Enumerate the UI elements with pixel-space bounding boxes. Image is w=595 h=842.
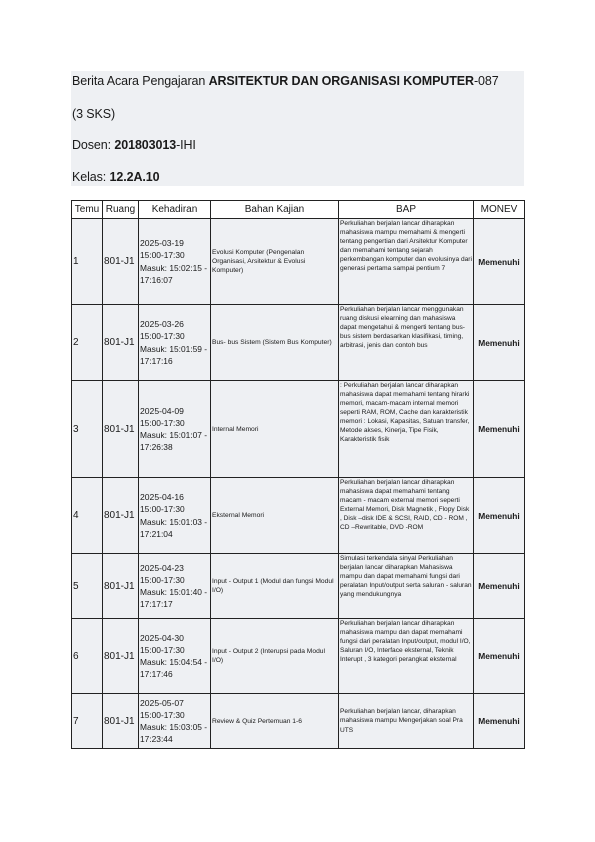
- column-header-bahan-kajian: Bahan Kajian: [211, 201, 339, 219]
- document-header: [71, 71, 524, 186]
- cell-bap: : Perkuliahan berjalan lancar diharapkan mahasiswa dapat memahami tentang hirarki memori, macam-macam internal memori seperti RAM, ROM, Cache dan karakteristik memori : Lokasi, Kapasitas, Satuan transfer, Metode akses, Kinerja, Tipe Fisik, Karakteristik fisik: [339, 381, 474, 478]
- cell-temu: 3: [72, 381, 103, 478]
- cell-jam: 15:00-17:30: [140, 331, 185, 342]
- cell-masuk: Masuk: 15:01:07 - 17:26:38: [140, 430, 208, 453]
- cell-masuk: Masuk: 15:04:54 - 17:17:46: [140, 657, 208, 680]
- cell-ruang: 801-J1: [103, 219, 139, 305]
- cell-tanggal: 2025-04-16: [140, 492, 184, 503]
- course-sks: (3 SKS): [72, 107, 116, 121]
- cell-tanggal: 2025-04-30: [140, 632, 184, 643]
- cell-monev: Memenuhi: [474, 381, 525, 478]
- dosen-suffix: -IHI: [176, 138, 196, 152]
- cell-ruang: 801-J1: [103, 305, 139, 381]
- cell-kehadiran: [139, 219, 211, 305]
- cell-kehadiran: [139, 381, 211, 478]
- cell-temu: 2: [72, 305, 103, 381]
- table-row: [72, 219, 525, 305]
- cell-monev: Memenuhi: [474, 619, 525, 694]
- kelas-line: [72, 170, 159, 184]
- cell-bahan-kajian: Review & Quiz Pertemuan 1-6: [211, 694, 339, 749]
- table-row: [72, 619, 525, 694]
- cell-ruang: 801-J1: [103, 619, 139, 694]
- cell-jam: 15:00-17:30: [140, 417, 185, 428]
- cell-bap: Perkuliahan berjalan lancar menggunakan ruang diskusi elearning dan mahasiswa dapat mengetahui & mengerti tentang bus-bus sistem berdasarkan klasifikasi, timing, arbitrasi, jenis dan contoh bus: [339, 305, 474, 381]
- cell-temu: 7: [72, 694, 103, 749]
- cell-bap: Perkuliahan berjalan lancar, diharapkan mahasiswa mampu Mengerjakan soal Pra UTS: [339, 694, 474, 749]
- cell-jam: 15:00-17:30: [140, 574, 185, 585]
- column-header-temu: Temu: [72, 201, 103, 219]
- cell-ruang: 801-J1: [103, 554, 139, 619]
- cell-bap: Perkuliahan berjalan lancar diharapkan mahasiswa mampu memahami & mengerti tentang pengertian dari Arsitektur Komputer dan memahami tentang sejarah perkembangan komputer dan evolusinya dari generasi pertama sampai pentium 7: [339, 219, 474, 305]
- course-code: -087: [473, 74, 499, 88]
- cell-tanggal: 2025-04-09: [140, 405, 184, 416]
- cell-temu: 6: [72, 619, 103, 694]
- kelas-value: 12.2A.10: [109, 170, 160, 184]
- cell-tanggal: 2025-03-19: [140, 238, 184, 249]
- cell-tanggal: 2025-03-26: [140, 319, 184, 330]
- column-header-ruang: Ruang: [103, 201, 139, 219]
- document-title: [72, 74, 499, 88]
- dosen-label: Dosen:: [72, 138, 115, 152]
- cell-bahan-kajian: Input - Output 2 (Interupsi pada Modul I/O): [211, 619, 339, 694]
- cell-temu: 5: [72, 554, 103, 619]
- table-row: [72, 381, 525, 478]
- cell-masuk: Masuk: 15:03:05 - 17:23:44: [140, 722, 208, 745]
- cell-ruang: 801-J1: [103, 381, 139, 478]
- cell-ruang: 801-J1: [103, 694, 139, 749]
- cell-jam: 15:00-17:30: [140, 709, 185, 720]
- cell-masuk: Masuk: 15:02:15 - 17:16:07: [140, 262, 208, 285]
- column-header-monev: MONEV: [474, 201, 525, 219]
- cell-monev: Memenuhi: [474, 305, 525, 381]
- cell-jam: 15:00-17:30: [140, 644, 185, 655]
- cell-kehadiran: [139, 305, 211, 381]
- cell-monev: Memenuhi: [474, 554, 525, 619]
- cell-kehadiran: [139, 694, 211, 749]
- dosen-code: 201803013: [114, 138, 177, 152]
- column-header-kehadiran: Kehadiran: [139, 201, 211, 219]
- cell-kehadiran: [139, 478, 211, 554]
- cell-bahan-kajian: Evolusi Komputer (Pengenalan Organisasi, Arsitektur & Evolusi Komputer): [211, 219, 339, 305]
- cell-ruang: 801-J1: [103, 478, 139, 554]
- cell-bap: Perkuliahan berjalan lancar diharapkan mahasiswa mampu dan dapat memahami fungsi dari peralatan Input/output, modul I/O, Saluran I/O, Interface eksternal, Teknik Interupt , 3 kategori perangkat eksternal: [339, 619, 474, 694]
- cell-masuk: Masuk: 15:01:40 - 17:17:17: [140, 587, 208, 610]
- cell-bahan-kajian: Bus- bus Sistem (Sistem Bus Komputer): [211, 305, 339, 381]
- cell-masuk: Masuk: 15:01:03 - 17:21:04: [140, 516, 208, 539]
- table-row: [72, 694, 525, 749]
- cell-jam: 15:00-17:30: [140, 504, 185, 515]
- cell-bap: Simulasi terkendala sinyal Perkuliahan berjalan lancar diharapkan Mahasiswa mampu dan dapat memahami fungsi dari peralatan Input/output serta saluran - saluran yang mendukungnya: [339, 554, 474, 619]
- table-row: [72, 554, 525, 619]
- title-prefix: Berita Acara Pengajaran: [72, 74, 209, 88]
- cell-kehadiran: [139, 619, 211, 694]
- cell-bahan-kajian: Eksternal Memori: [211, 478, 339, 554]
- dosen-line: [72, 138, 196, 152]
- cell-monev: Memenuhi: [474, 694, 525, 749]
- cell-bahan-kajian: Internal Memori: [211, 381, 339, 478]
- cell-bap: Perkuliahan berjalan lancar diharapkan mahasiswa dapat memahami tentang macam - macam external memori seperti External Memori, Disk Magnetik , Flopy Disk , Disk –disk IDE & SCSI, RAID, CD - ROM , CD –Rewritable, DVD -ROM: [339, 478, 474, 554]
- cell-tanggal: 2025-04-23: [140, 562, 184, 573]
- course-name: ARSITEKTUR DAN ORGANISASI KOMPUTER: [208, 74, 474, 88]
- column-header-bap: BAP: [339, 201, 474, 219]
- cell-masuk: Masuk: 15:01:59 - 17:17:16: [140, 343, 208, 366]
- cell-temu: 1: [72, 219, 103, 305]
- table-row: [72, 478, 525, 554]
- cell-monev: Memenuhi: [474, 478, 525, 554]
- cell-tanggal: 2025-05-07: [140, 697, 184, 708]
- cell-monev: Memenuhi: [474, 219, 525, 305]
- kelas-label: Kelas:: [72, 170, 110, 184]
- table-row: [72, 305, 525, 381]
- cell-bahan-kajian: Input - Output 1 (Modul dan fungsi Modul I/O): [211, 554, 339, 619]
- cell-temu: 4: [72, 478, 103, 554]
- table-header-row: [72, 201, 525, 219]
- cell-kehadiran: [139, 554, 211, 619]
- cell-jam: 15:00-17:30: [140, 250, 185, 261]
- attendance-table: [71, 200, 525, 749]
